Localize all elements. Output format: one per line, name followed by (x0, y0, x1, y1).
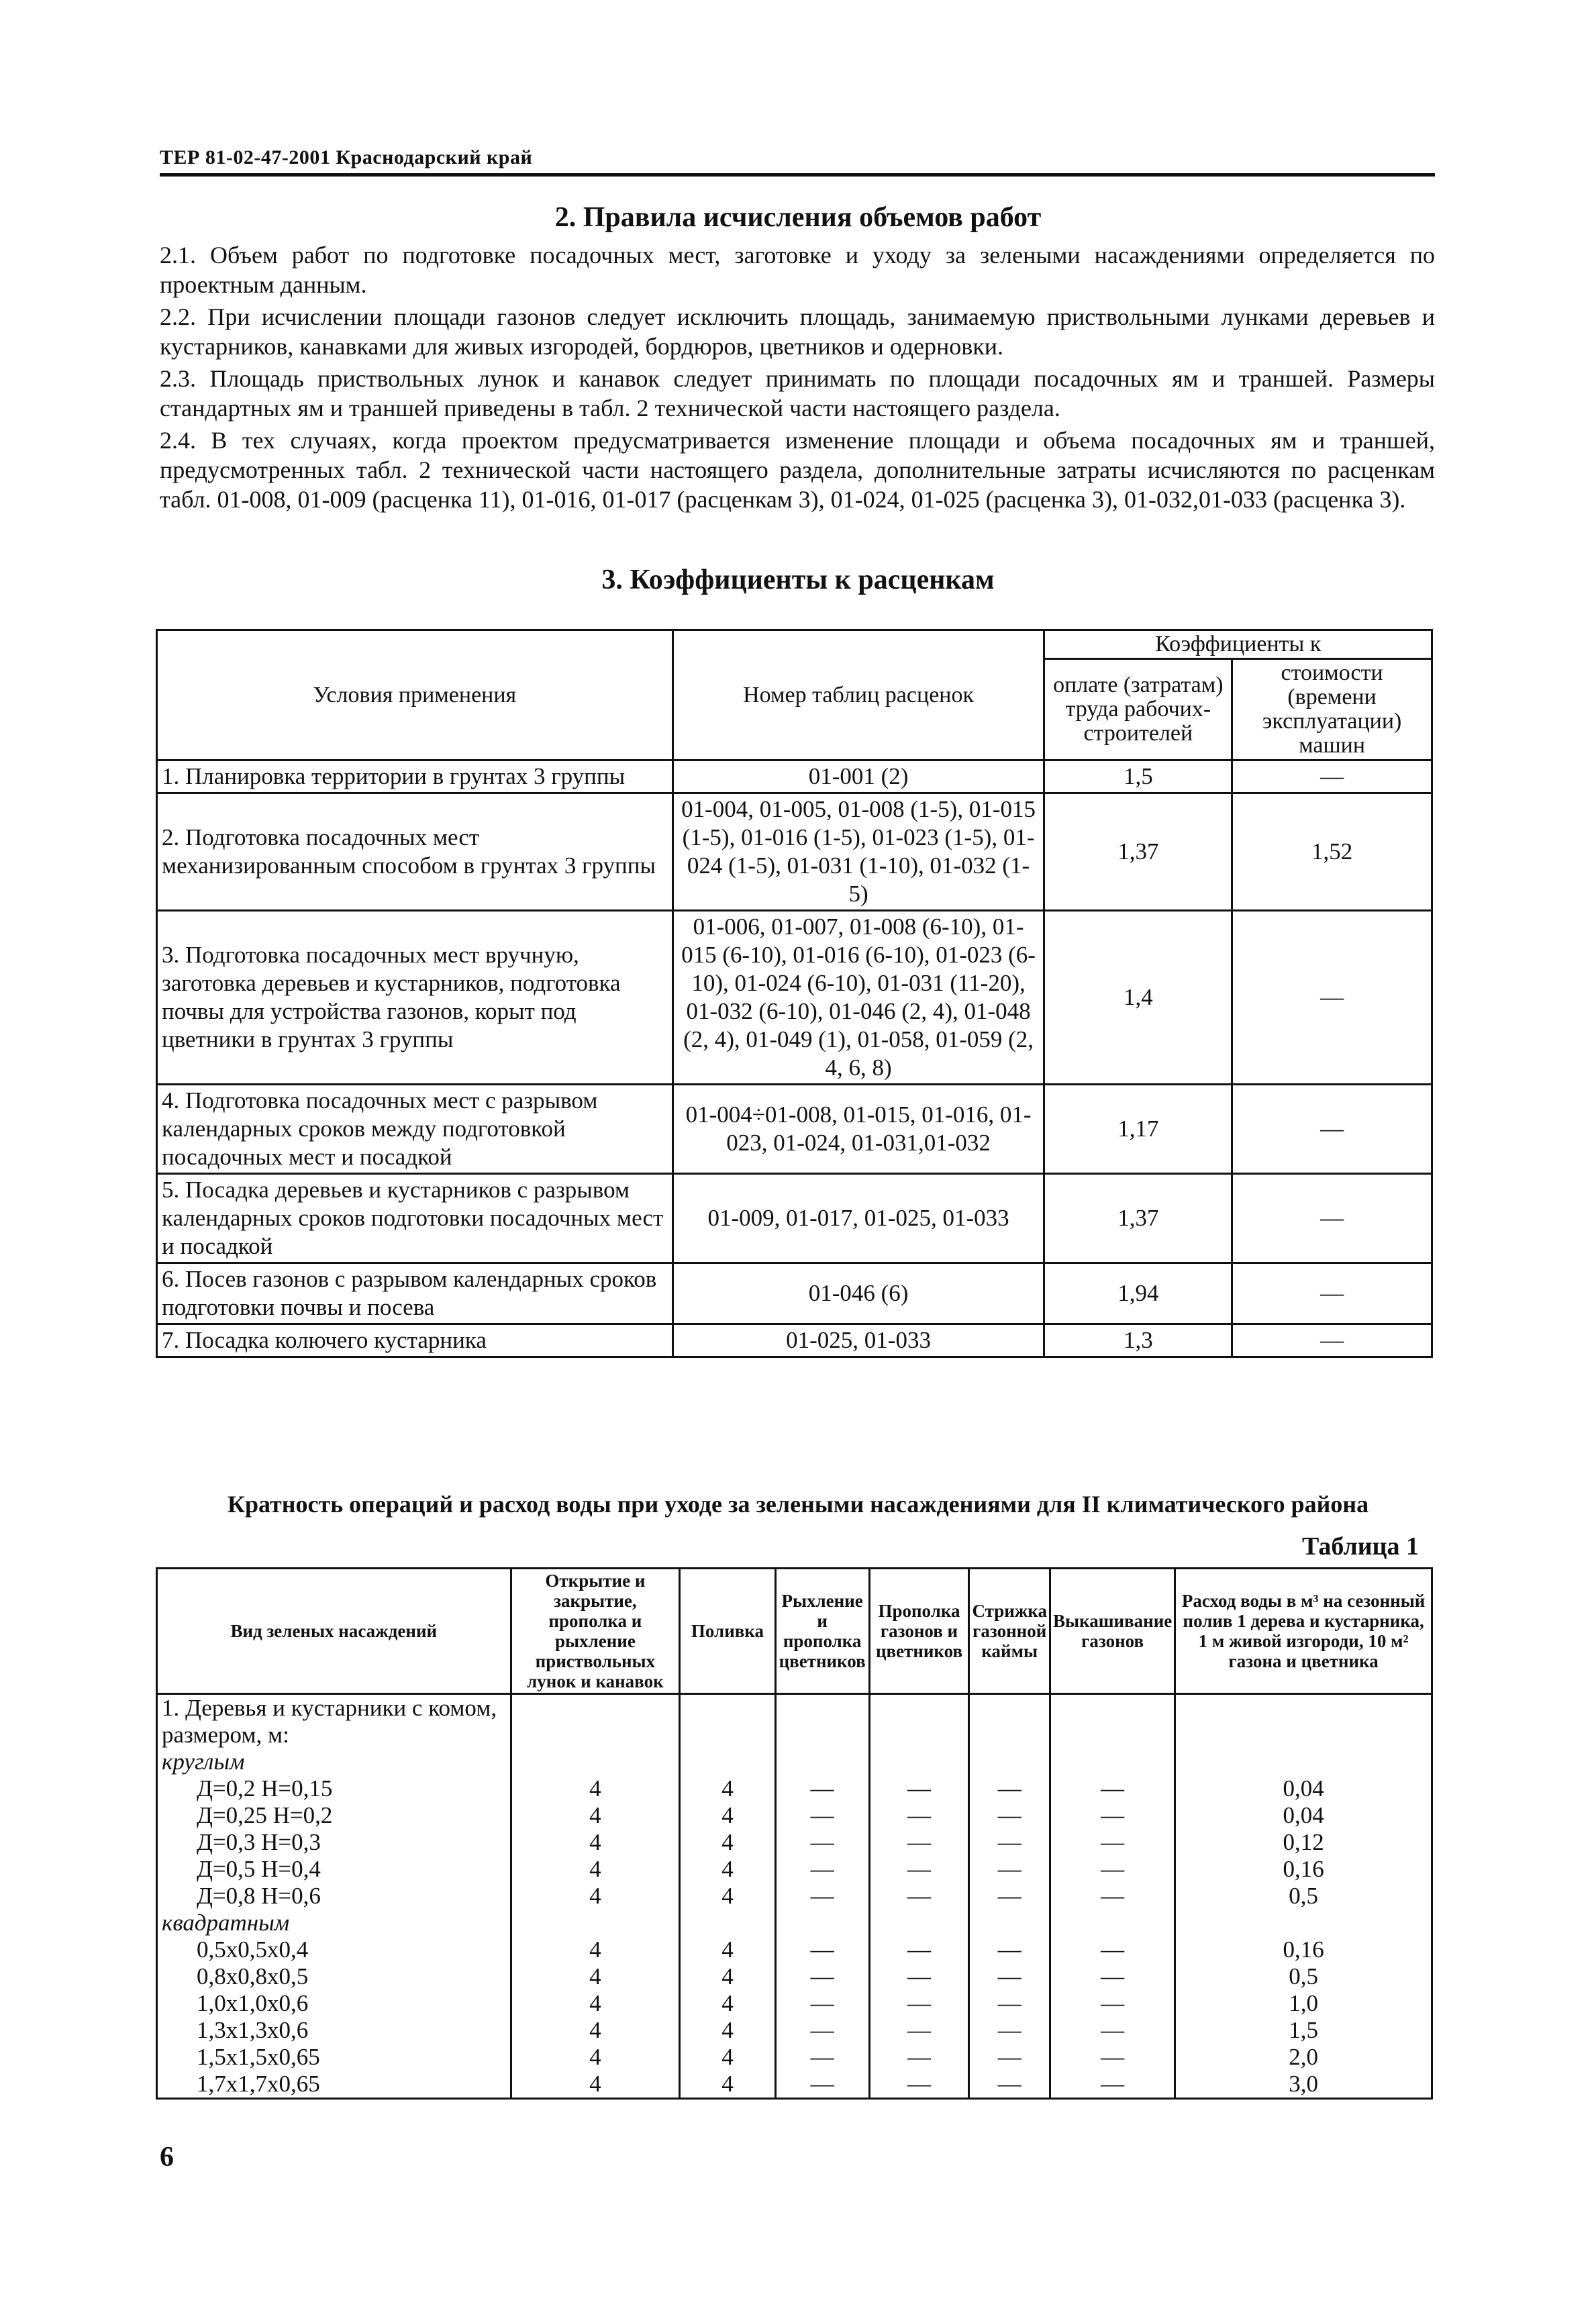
coef-row (157, 1174, 1432, 1263)
care-row-name: 1,5х1,5х0,65 (157, 2044, 511, 2071)
care-row (157, 1963, 1432, 1990)
coef-machines: — (1232, 1085, 1432, 1174)
care-row-open: 4 (511, 1802, 680, 1829)
paragraph-2-4: 2.4. В тех случаях, когда проектом предусматривается изменение площади и объема посадочных ям и траншей, предусмотренных табл. 2 технической части настоящего раздела, дополнительные затраты исчисляются по расценкам табл. 01-008, 01-009 (расценка 11), 01-016, 01-017 (расценкам 3), 01-024, 01-025 (расценка 3), 01-032,01-033 (расценка 3). (160, 427, 1435, 513)
care-row-water: 4 (680, 1883, 775, 1910)
care-row-open: 4 (511, 2017, 680, 2044)
coef-machines: — (1232, 1263, 1432, 1324)
coef-cond: 2. Подготовка посадочных мест механизированным способом в грунтах 3 группы (157, 793, 673, 911)
coef-row (157, 793, 1432, 911)
care-header: Рыхление и прополка цветников (775, 1569, 869, 1694)
care-row-dash: — (969, 1883, 1050, 1910)
care-row-dash: — (969, 2017, 1050, 2044)
paragraph-2-2: 2.2. При исчислении площади газонов следует исключить площадь, занимаемую приствольными лунками деревьев и кустарников, канавками для живых изгородей, бордюров, цветников и одерновки. (160, 303, 1435, 360)
coef-tables: 01-025, 01-033 (672, 1324, 1044, 1357)
care-row-dash: — (969, 1829, 1050, 1856)
care-subgroup-row (157, 1910, 1432, 1936)
care-row-dash: — (869, 1883, 969, 1910)
coef-machines: — (1232, 1174, 1432, 1263)
care-row-volume: 1,0 (1175, 1990, 1432, 2017)
coef-row (157, 1085, 1432, 1174)
care-row-water: 4 (680, 1856, 775, 1883)
care-row-volume: 0,16 (1175, 1936, 1432, 1963)
care-group-row (157, 1694, 1432, 1749)
paragraph-2-1: 2.1. Объем работ по подготовке посадочных мест, заготовке и уходу за зелеными насаждениями определяется по проектным данным. (160, 242, 1435, 298)
coef-machines: 1,52 (1232, 793, 1432, 911)
care-row-open: 4 (511, 1990, 680, 2017)
document-header: ТЕР 81-02-47-2001 Краснодарский край (160, 146, 533, 168)
care-row-dash: — (969, 1775, 1050, 1802)
care-row-open: 4 (511, 1883, 680, 1910)
care-row-volume: 0,04 (1175, 1775, 1432, 1802)
care-row-volume: 0,04 (1175, 1802, 1432, 1829)
care-row-dash: — (1050, 2017, 1175, 2044)
header-conditions: Условия применения (157, 630, 673, 760)
care-row-open: 4 (511, 2044, 680, 2071)
coef-cond: 6. Посев газонов с разрывом календарных сроков подготовки почвы и посева (157, 1263, 673, 1324)
care-row-water: 4 (680, 1802, 775, 1829)
header-rule (160, 173, 1435, 177)
table-1-label: Таблица 1 (1302, 1532, 1419, 1561)
care-row-open: 4 (511, 1936, 680, 1963)
coef-header-row (157, 630, 1432, 659)
care-row-open: 4 (511, 1829, 680, 1856)
care-row (157, 2044, 1432, 2071)
care-row-name: Д=0,8 Н=0,6 (157, 1883, 511, 1910)
header-machines: стоимости (времени эксплуатации) машин (1232, 659, 1432, 760)
care-row-dash: — (869, 1936, 969, 1963)
coef-labor: 1,37 (1044, 793, 1232, 911)
care-row-name: Д=0,3 Н=0,3 (157, 1829, 511, 1856)
care-row-name: 0,8х0,8х0,5 (157, 1963, 511, 1990)
care-row-dash: — (775, 1883, 869, 1910)
care-row (157, 1990, 1432, 2017)
care-row-dash: — (1050, 2071, 1175, 2099)
care-row-dash: — (775, 1990, 869, 2017)
care-row-water: 4 (680, 1963, 775, 1990)
section-2-paragraphs (160, 240, 1435, 514)
care-row-dash: — (775, 1963, 869, 1990)
care-row-dash: — (1050, 1802, 1175, 1829)
care-header: Вид зеленых насаждений (157, 1569, 511, 1694)
care-row-water: 4 (680, 1829, 775, 1856)
care-header: Прополка газонов и цветников (869, 1569, 969, 1694)
care-row-water: 4 (680, 2071, 775, 2099)
care-row (157, 1856, 1432, 1883)
care-row-dash: — (969, 1963, 1050, 1990)
care-header: Выкашивание газонов (1050, 1569, 1175, 1694)
care-row-dash: — (969, 1990, 1050, 2017)
care-row-dash: — (775, 1775, 869, 1802)
care-row-water: 4 (680, 2017, 775, 2044)
coef-row (157, 1263, 1432, 1324)
care-row (157, 2071, 1432, 2099)
care-row-dash: — (775, 2017, 869, 2044)
care-header-row (157, 1569, 1432, 1694)
care-row-dash: — (869, 1856, 969, 1883)
section-3-title: 3. Коэффициенты к расценкам (601, 564, 995, 595)
care-row-volume: 3,0 (1175, 2071, 1432, 2099)
coef-tables: 01-004, 01-005, 01-008 (1-5), 01-015 (1-5), 01-016 (1-5), 01-023 (1-5), 01-024 (1-5), 01-031 (1-10), 01-032 (1-5) (672, 793, 1044, 911)
care-row-dash: — (869, 1775, 969, 1802)
care-row-dash: — (969, 1936, 1050, 1963)
care-row (157, 1802, 1432, 1829)
coef-labor: 1,17 (1044, 1085, 1232, 1174)
care-row-open: 4 (511, 1856, 680, 1883)
care-header: Открытие и закрытие, прополка и рыхление приствольных лунок и канавок (511, 1569, 680, 1694)
care-row (157, 1883, 1432, 1910)
care-row-dash: — (869, 1990, 969, 2017)
care-row-open: 4 (511, 2071, 680, 2099)
care-row-volume: 0,12 (1175, 1829, 1432, 1856)
care-row-name: Д=0,5 Н=0,4 (157, 1856, 511, 1883)
header-tables: Номер таблиц расценок (672, 630, 1044, 760)
coef-labor: 1,3 (1044, 1324, 1232, 1357)
care-row-dash: — (969, 1802, 1050, 1829)
care-subgroup-square: квадратным (157, 1910, 511, 1936)
care-row-dash: — (1050, 1856, 1175, 1883)
care-row (157, 1829, 1432, 1856)
coef-row (157, 911, 1432, 1085)
page-number: 6 (160, 2142, 174, 2173)
care-row-volume: 0,16 (1175, 1856, 1432, 1883)
care-row-name: Д=0,2 Н=0,15 (157, 1775, 511, 1802)
coef-cond: 5. Посадка деревьев и кустарников с разрывом календарных сроков подготовки посадочных мест и посадкой (157, 1174, 673, 1263)
care-row-dash: — (869, 2017, 969, 2044)
care-header: Поливка (680, 1569, 775, 1694)
care-row-water: 4 (680, 1936, 775, 1963)
coef-tables: 01-006, 01-007, 01-008 (6-10), 01-015 (6-10), 01-016 (6-10), 01-023 (6-10), 01-024 (6-10), 01-031 (11-20), 01-032 (6-10), 01-046 (2, 4), 01-048 (2, 4), 01-049 (1), 01-058, 01-059 (2, 4, 6, 8) (672, 911, 1044, 1085)
section-2-title: 2. Правила исчисления объемов работ (554, 202, 1042, 233)
coef-tables: 01-004÷01-008, 01-015, 01-016, 01-023, 01-024, 01-031,01-032 (672, 1085, 1044, 1174)
care-row (157, 1936, 1432, 1963)
coef-machines: — (1232, 760, 1432, 793)
coef-cond: 7. Посадка колючего кустарника (157, 1324, 673, 1357)
care-row-dash: — (1050, 1963, 1175, 1990)
coefficients-table (156, 629, 1433, 1358)
coef-labor: 1,5 (1044, 760, 1232, 793)
coef-tables: 01-046 (6) (672, 1263, 1044, 1324)
care-row-open: 4 (511, 1963, 680, 1990)
care-row-water: 4 (680, 2044, 775, 2071)
care-row (157, 1775, 1432, 1802)
coef-row (157, 1324, 1432, 1357)
care-row-dash: — (969, 1856, 1050, 1883)
care-row-open: 4 (511, 1775, 680, 1802)
care-row-dash: — (1050, 1883, 1175, 1910)
coef-labor: 1,4 (1044, 911, 1232, 1085)
care-header: Стрижка газонной каймы (969, 1569, 1050, 1694)
care-row-name: 1,7х1,7х0,65 (157, 2071, 511, 2099)
care-row-dash: — (775, 1856, 869, 1883)
care-row-dash: — (869, 1963, 969, 1990)
care-row-name: 0,5х0,5х0,4 (157, 1936, 511, 1963)
care-row (157, 2017, 1432, 2044)
coef-labor: 1,94 (1044, 1263, 1232, 1324)
care-row-dash: — (1050, 2044, 1175, 2071)
care-header: Расход воды в м³ на сезонный полив 1 дерева и кустарника, 1 м живой изгороди, 10 м² газона и цветника (1175, 1569, 1432, 1694)
care-subgroup-row (157, 1748, 1432, 1775)
care-row-name: 1,0х1,0х0,6 (157, 1990, 511, 2017)
care-row-water: 4 (680, 1990, 775, 2017)
care-row-dash: — (775, 2044, 869, 2071)
coef-tables: 01-001 (2) (672, 760, 1044, 793)
coef-machines: — (1232, 911, 1432, 1085)
care-row-dash: — (869, 2044, 969, 2071)
coef-labor: 1,37 (1044, 1174, 1232, 1263)
paragraph-2-3: 2.3. Площадь приствольных лунок и канавок следует принимать по площади посадочных ям и траншей. Размеры стандартных ям и траншей приведены в табл. 2 технической части настоящего раздела. (160, 365, 1435, 422)
care-table (156, 1567, 1433, 2100)
care-row-dash: — (775, 1829, 869, 1856)
care-row-dash: — (775, 1802, 869, 1829)
care-row-dash: — (775, 2071, 869, 2099)
care-subgroup-round: круглым (157, 1748, 511, 1775)
header-labor: оплате (затратам) труда рабочих-строителей (1044, 659, 1232, 760)
care-row-dash: — (869, 2071, 969, 2099)
coef-row (157, 760, 1432, 793)
coef-cond: 3. Подготовка посадочных мест вручную, заготовка деревьев и кустарников, подготовка почвы для устройства газонов, корыт под цветники в грунтах 3 группы (157, 911, 673, 1085)
coef-machines: — (1232, 1324, 1432, 1357)
coef-tables: 01-009, 01-017, 01-025, 01-033 (672, 1174, 1044, 1263)
care-row-volume: 0,5 (1175, 1963, 1432, 1990)
care-row-dash: — (969, 2044, 1050, 2071)
care-row-volume: 0,5 (1175, 1883, 1432, 1910)
care-row-name: Д=0,25 Н=0,2 (157, 1802, 511, 1829)
care-group-heading: 1. Деревья и кустарники с комом, размером, м: (157, 1694, 511, 1749)
care-row-name: 1,3х1,3х0,6 (157, 2017, 511, 2044)
care-row-dash: — (869, 1802, 969, 1829)
care-row-volume: 1,5 (1175, 2017, 1432, 2044)
table-1-title: Кратность операций и расход воды при уходе за зелеными насаждениями для II климатического района (227, 1491, 1369, 1518)
coef-cond: 1. Планировка территории в грунтах 3 группы (157, 760, 673, 793)
care-row-water: 4 (680, 1775, 775, 1802)
care-row-volume: 2,0 (1175, 2044, 1432, 2071)
care-row-dash: — (869, 1829, 969, 1856)
header-coef-group: Коэффициенты к (1044, 630, 1432, 659)
coef-cond: 4. Подготовка посадочных мест с разрывом календарных сроков между подготовкой посадочных мест и посадкой (157, 1085, 673, 1174)
care-row-dash: — (1050, 1829, 1175, 1856)
care-row-dash: — (775, 1936, 869, 1963)
care-row-dash: — (1050, 1936, 1175, 1963)
care-row-dash: — (1050, 1990, 1175, 2017)
care-row-dash: — (969, 2071, 1050, 2099)
care-row-dash: — (1050, 1775, 1175, 1802)
